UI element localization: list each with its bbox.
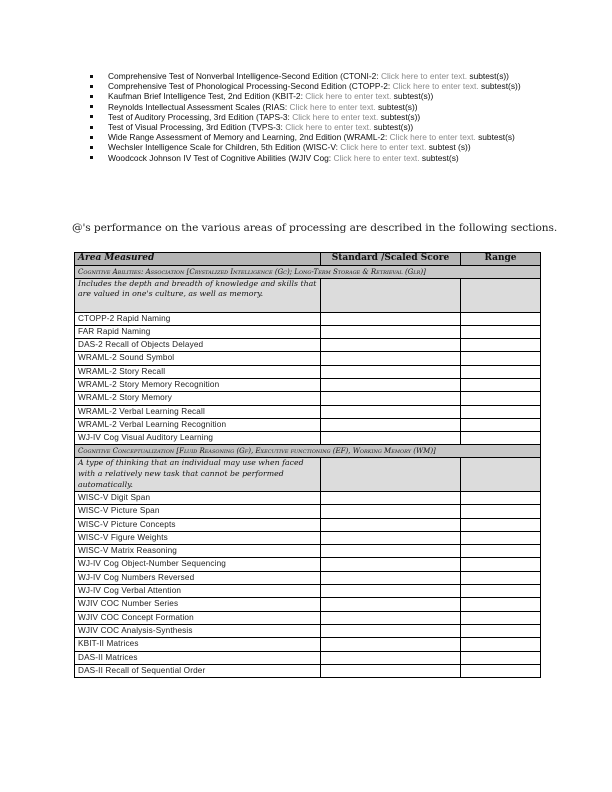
test-list-item <box>88 81 538 91</box>
subtest-name: DAS-2 Recall of Objects Delayed <box>75 339 321 352</box>
subtest-name: CTOPP-2 Rapid Naming <box>75 312 321 325</box>
table-row <box>75 571 541 584</box>
subtest-name: WJIV COC Analysis-Synthesis <box>75 624 321 637</box>
subtest-suffix: subtest(s)) <box>467 71 509 81</box>
range-cell[interactable] <box>461 611 541 624</box>
test-list-item <box>88 132 538 142</box>
range-cell[interactable] <box>461 352 541 365</box>
score-cell[interactable] <box>321 418 461 431</box>
subtest-name: WJ-IV Cog Object-Number Sequencing <box>75 558 321 571</box>
test-name: Wide Range Assessment of Memory and Learning, 2nd Edition (WRAML-2: <box>108 132 390 143</box>
subtest-name: FAR Rapid Naming <box>75 325 321 338</box>
subtest-name: WISC-V Digit Span <box>75 491 321 504</box>
table-row <box>75 611 541 624</box>
table-row <box>75 585 541 598</box>
subtest-name: WRAML-2 Story Memory Recognition <box>75 378 321 391</box>
range-cell[interactable] <box>461 558 541 571</box>
placeholder-field[interactable]: Click here to enter text. <box>389 132 476 143</box>
range-cell[interactable] <box>461 378 541 391</box>
subtest-suffix: subtest(s) <box>475 132 515 143</box>
subtest-name: WJ-IV Cog Verbal Attention <box>75 585 321 598</box>
range-cell[interactable] <box>461 339 541 352</box>
score-cell[interactable] <box>321 638 461 651</box>
table-row <box>75 664 541 677</box>
subtest-name: WISC-V Figure Weights <box>75 531 321 544</box>
subtest-name: WISC-V Picture Concepts <box>75 518 321 531</box>
score-cell[interactable] <box>321 545 461 558</box>
range-cell[interactable] <box>461 585 541 598</box>
score-cell[interactable] <box>321 598 461 611</box>
test-list-item <box>88 91 538 101</box>
range-cell[interactable] <box>461 624 541 637</box>
section-description-row <box>75 457 541 491</box>
subtest-name: WRAML-2 Verbal Learning Recall <box>75 405 321 418</box>
range-cell[interactable] <box>461 457 541 491</box>
score-cell[interactable] <box>321 571 461 584</box>
range-cell[interactable] <box>461 638 541 651</box>
subtest-name: DAS-II Matrices <box>75 651 321 664</box>
section-description: A type of thinking that an individual may use when faced with a relatively new task that cannot be performed automatically. <box>75 457 321 491</box>
section-title-conceptualization: Cognitive Conceptualization [Fluid Reasoning (Gf), Executive functioning (EF), Working Memory (WM)] <box>75 445 541 458</box>
range-cell[interactable] <box>461 651 541 664</box>
test-name: Reynolds Intellectual Assessment Scales (RIAS: <box>108 101 290 112</box>
test-list <box>88 71 538 163</box>
header-area-measured: Area Measured <box>75 253 321 266</box>
test-name: Woodcock Johnson IV Test of Cognitive Abilities (WJIV Cog: <box>108 152 334 163</box>
section-header-row <box>75 266 541 279</box>
score-cell[interactable] <box>321 278 461 312</box>
subtest-name: WISC-V Picture Span <box>75 505 321 518</box>
score-cell[interactable] <box>321 624 461 637</box>
subtest-name: WJIV COC Concept Formation <box>75 611 321 624</box>
subtest-name: WRAML-2 Sound Symbol <box>75 352 321 365</box>
range-cell[interactable] <box>461 571 541 584</box>
range-cell[interactable] <box>461 598 541 611</box>
table-row <box>75 545 541 558</box>
placeholder-field[interactable]: Click here to enter text. <box>333 152 420 163</box>
score-cell[interactable] <box>321 518 461 531</box>
table-row <box>75 325 541 338</box>
section-title-association: Cognitive Abilities: Association [Crystalized Intelligence (Gc); Long-Term Storage & Retrieval (Glr)] <box>75 266 541 279</box>
score-cell[interactable] <box>321 457 461 491</box>
table-header-row <box>75 253 541 266</box>
range-cell[interactable] <box>461 365 541 378</box>
test-list-item <box>88 112 538 122</box>
subtest-suffix: subtest (s)) <box>426 142 471 153</box>
table-row <box>75 339 541 352</box>
subtest-name: KBIT-II Matrices <box>75 638 321 651</box>
table-row <box>75 558 541 571</box>
score-cell[interactable] <box>321 365 461 378</box>
score-cell[interactable] <box>321 325 461 338</box>
score-cell[interactable] <box>321 312 461 325</box>
score-cell[interactable] <box>321 339 461 352</box>
scores-table <box>74 252 541 678</box>
score-cell[interactable] <box>321 432 461 445</box>
score-cell[interactable] <box>321 585 461 598</box>
section-description-row <box>75 278 541 312</box>
table-row <box>75 418 541 431</box>
test-name: Kaufman Brief Intelligence Test, 2nd Edition (KBIT-2: <box>108 91 306 102</box>
table-row <box>75 651 541 664</box>
score-cell[interactable] <box>321 558 461 571</box>
range-cell[interactable] <box>461 418 541 431</box>
range-cell[interactable] <box>461 432 541 445</box>
subtest-name: WJIV COC Number Series <box>75 598 321 611</box>
section-description: Includes the depth and breadth of knowledge and skills that are valued in one's culture, as well as memory. <box>75 278 321 312</box>
table-row <box>75 518 541 531</box>
table-row <box>75 638 541 651</box>
subtest-suffix: subtest(s)) <box>371 122 414 133</box>
range-cell[interactable] <box>461 505 541 518</box>
table-row <box>75 365 541 378</box>
section-header-row <box>75 445 541 458</box>
table-row <box>75 491 541 504</box>
range-cell[interactable] <box>461 491 541 504</box>
subtest-name: DAS-II Recall of Sequential Order <box>75 664 321 677</box>
subtest-name: WRAML-2 Story Memory <box>75 392 321 405</box>
table-row <box>75 312 541 325</box>
test-name: Test of Auditory Processing, 3rd Edition (TAPS-3: <box>108 111 293 122</box>
test-name: Test of Visual Processing, 3rd Edition (TVPS-3: <box>108 122 286 133</box>
placeholder-field[interactable]: Click here to enter text. <box>392 81 479 92</box>
test-name: Wechsler Intelligence Scale for Children, 5th Edition (WISC-V: <box>108 142 341 153</box>
test-list-item <box>88 122 538 132</box>
score-cell[interactable] <box>321 352 461 365</box>
intro-paragraph: @'s performance on the various areas of processing are described in the following sections. <box>72 222 558 234</box>
table-row <box>75 392 541 405</box>
score-cell[interactable] <box>321 392 461 405</box>
subtest-suffix: subtest(s)) <box>478 81 521 92</box>
range-cell[interactable] <box>461 312 541 325</box>
range-cell[interactable] <box>461 518 541 531</box>
score-cell[interactable] <box>321 378 461 391</box>
table-row <box>75 405 541 418</box>
test-list-item <box>88 71 538 81</box>
score-cell[interactable] <box>321 531 461 544</box>
placeholder-field[interactable]: Click here to enter text. <box>340 142 427 153</box>
subtest-suffix: subtest(s)) <box>375 101 418 112</box>
table-row <box>75 505 541 518</box>
range-cell[interactable] <box>461 405 541 418</box>
table-row <box>75 624 541 637</box>
table-row <box>75 531 541 544</box>
range-cell[interactable] <box>461 278 541 312</box>
table-row <box>75 352 541 365</box>
score-cell[interactable] <box>321 505 461 518</box>
range-cell[interactable] <box>461 325 541 338</box>
score-cell[interactable] <box>321 664 461 677</box>
test-name: Comprehensive Test of Nonverbal Intelligence-Second Edition (CTONI-2: <box>108 71 381 81</box>
subtest-name: WISC-V Matrix Reasoning <box>75 545 321 558</box>
header-standard-score: Standard /Scaled Score <box>321 253 461 266</box>
header-range: Range <box>461 253 541 266</box>
table-row <box>75 432 541 445</box>
range-cell[interactable] <box>461 392 541 405</box>
test-name: Comprehensive Test of Phonological Processing-Second Edition (CTOPP-2: <box>108 81 393 92</box>
score-cell[interactable] <box>321 611 461 624</box>
test-list-item <box>88 102 538 112</box>
placeholder-field[interactable]: Click here to enter text. <box>380 71 468 81</box>
table-row <box>75 598 541 611</box>
placeholder-field[interactable]: Click here to enter text. <box>289 101 376 112</box>
score-cell[interactable] <box>321 405 461 418</box>
placeholder-field[interactable]: Click here to enter text. <box>305 91 392 102</box>
subtest-suffix: subtest(s)) <box>378 111 421 122</box>
placeholder-field[interactable]: Click here to enter text. <box>292 111 379 122</box>
test-list-item <box>88 142 538 152</box>
score-cell[interactable] <box>321 651 461 664</box>
subtest-name: WJ-IV Cog Numbers Reversed <box>75 571 321 584</box>
subtest-name: WRAML-2 Story Recall <box>75 365 321 378</box>
table-row <box>75 378 541 391</box>
subtest-suffix: subtest(s)) <box>391 91 434 102</box>
subtest-name: WJ-IV Cog Visual Auditory Learning <box>75 432 321 445</box>
range-cell[interactable] <box>461 664 541 677</box>
range-cell[interactable] <box>461 545 541 558</box>
range-cell[interactable] <box>461 531 541 544</box>
score-cell[interactable] <box>321 491 461 504</box>
placeholder-field[interactable]: Click here to enter text. <box>285 122 372 133</box>
test-list-item <box>88 153 538 163</box>
subtest-suffix: subtest(s) <box>419 152 459 163</box>
subtest-name: WRAML-2 Verbal Learning Recognition <box>75 418 321 431</box>
